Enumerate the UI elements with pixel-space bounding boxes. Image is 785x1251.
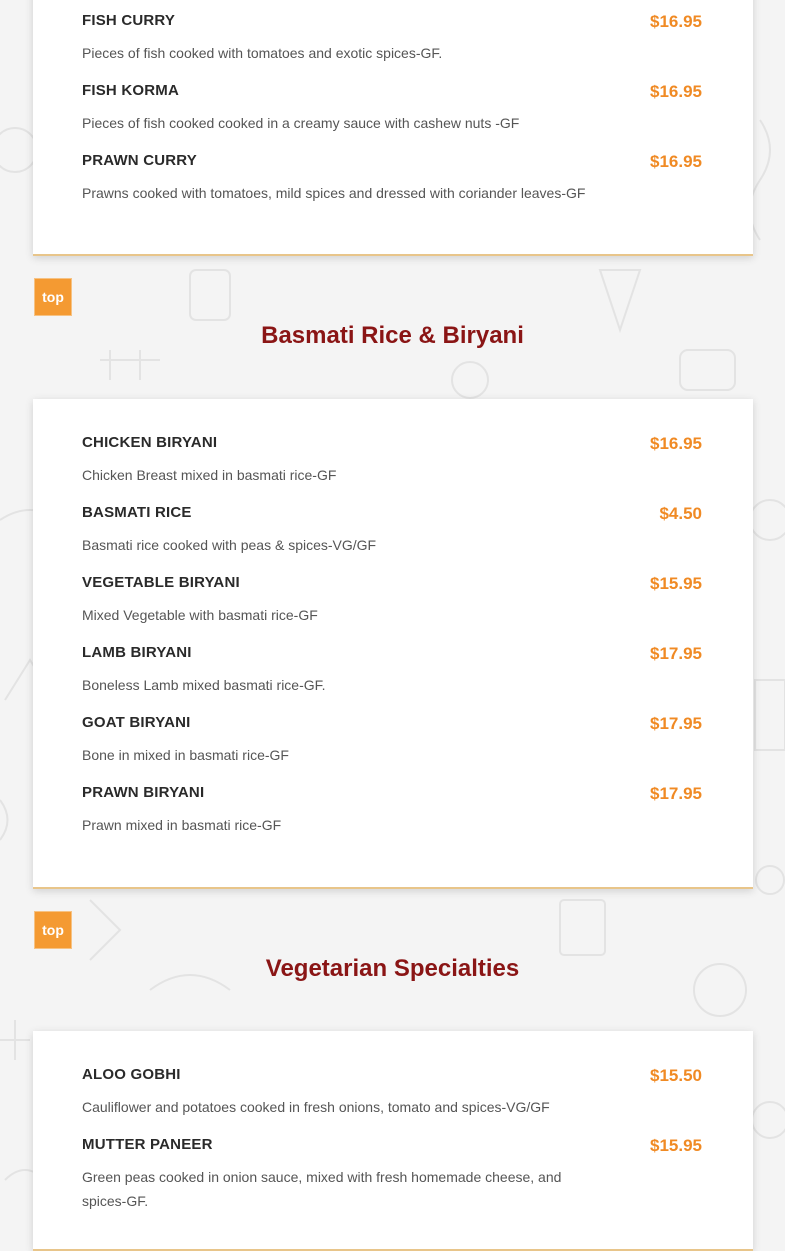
- item-description: Prawns cooked with tomatoes, mild spices and dressed with coriander leaves-GF: [82, 185, 586, 201]
- section-title-basmati-rice-biryani: Basmati Rice & Biryani: [261, 322, 524, 349]
- item-description: Cauliflower and potatoes cooked in fresh onions, tomato and spices-VG/GF: [82, 1099, 550, 1115]
- item-name: FISH KORMA: [82, 82, 179, 99]
- item-price: $15.50: [650, 1066, 702, 1085]
- item-price: $4.50: [659, 504, 702, 523]
- item-name: VEGETABLE BIRYANI: [82, 574, 240, 591]
- item-description: Mixed Vegetable with basmati rice-GF: [82, 607, 318, 623]
- back-to-top-button[interactable]: top: [34, 911, 72, 949]
- item-description: Green peas cooked in onion sauce, mixed with fresh homemade cheese, and spices-GF.: [82, 1169, 562, 1209]
- item-price: $16.95: [650, 152, 702, 171]
- menu-card-biryani: [33, 399, 753, 889]
- item-description: Pieces of fish cooked cooked in a creamy sauce with cashew nuts -GF: [82, 115, 520, 131]
- back-to-top-button[interactable]: top: [34, 278, 72, 316]
- item-price: $17.95: [650, 714, 702, 733]
- item-description: Prawn mixed in basmati rice-GF: [82, 817, 282, 833]
- item-description: Chicken Breast mixed in basmati rice-GF: [82, 467, 337, 483]
- menu-card-curries: [33, 0, 753, 256]
- item-name: ALOO GOBHI: [82, 1066, 181, 1083]
- section-title-vegetarian-specialties: Vegetarian Specialties: [265, 955, 520, 982]
- item-description: Pieces of fish cooked with tomatoes and exotic spices-GF.: [82, 45, 443, 61]
- item-name: PRAWN BIRYANI: [82, 784, 205, 801]
- item-price: $17.95: [650, 644, 702, 663]
- item-name: GOAT BIRYANI: [82, 714, 191, 731]
- item-price: $17.95: [650, 784, 702, 803]
- item-price: $15.95: [650, 1136, 702, 1155]
- item-price: $16.95: [650, 82, 702, 101]
- item-description: Bone in mixed in basmati rice-GF: [82, 747, 289, 763]
- item-name: FISH CURRY: [82, 12, 176, 29]
- item-name: LAMB BIRYANI: [82, 644, 192, 661]
- item-price: $15.95: [650, 574, 702, 593]
- item-description: Boneless Lamb mixed basmati rice-GF.: [82, 677, 326, 693]
- item-name: PRAWN CURRY: [82, 152, 197, 169]
- item-description: Basmati rice cooked with peas & spices-VG/GF: [82, 537, 377, 553]
- item-name: MUTTER PANEER: [82, 1136, 213, 1153]
- item-name: CHICKEN BIRYANI: [82, 434, 218, 451]
- item-name: BASMATI RICE: [82, 504, 192, 521]
- item-price: $16.95: [650, 12, 702, 31]
- menu-card-vegetarian: [33, 1031, 753, 1251]
- item-price: $16.95: [650, 434, 702, 453]
